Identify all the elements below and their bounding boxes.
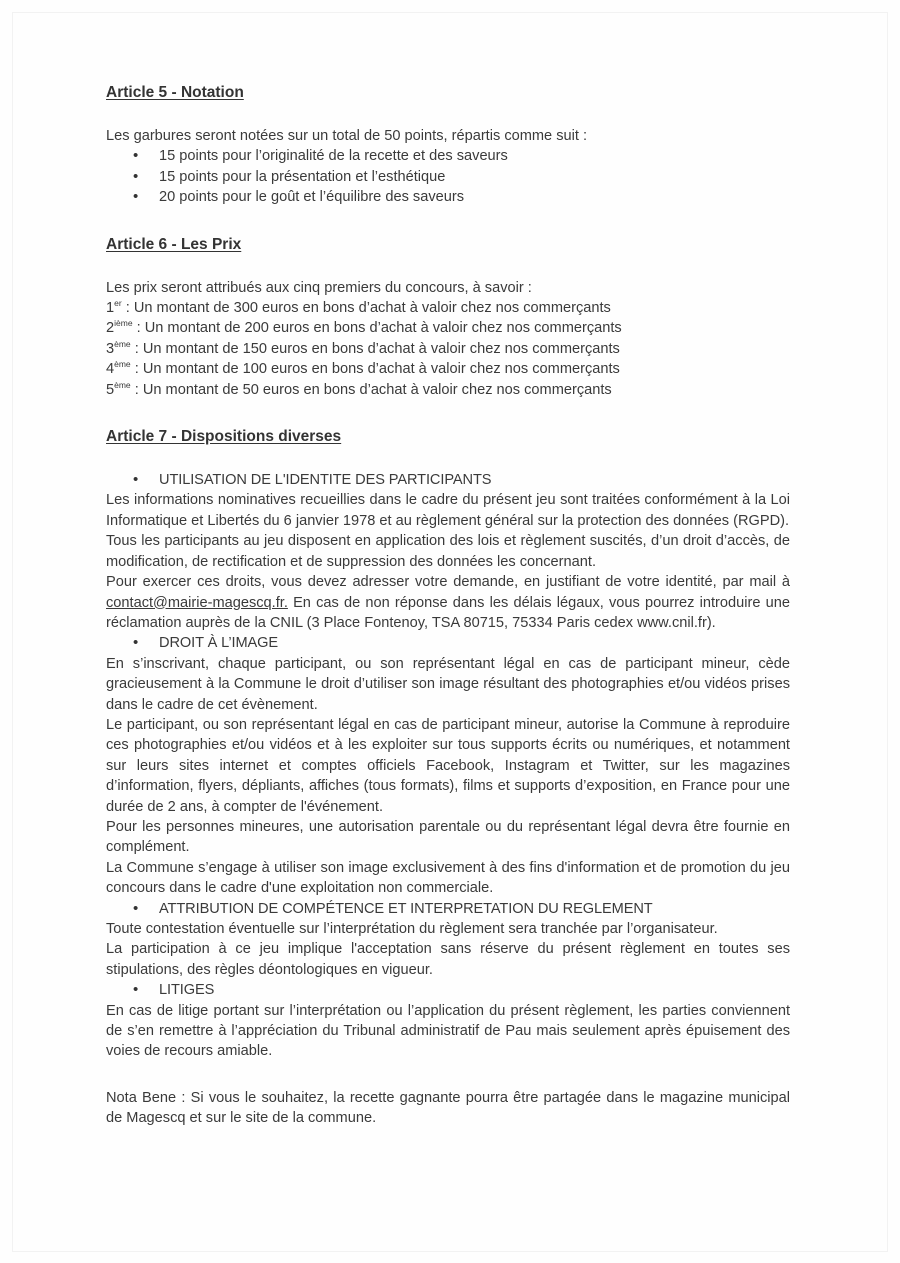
- article-5-intro: Les garbures seront notées sur un total de 50 points, répartis comme suit :: [106, 128, 588, 144]
- article-6: [106, 234, 790, 400]
- identite-paragraph-2: Tous les participants au jeu disposent en application des lois et règlement suscités, d’un droit d’accès, de modification, de rectification et de suppression des données les concernant.: [106, 533, 790, 570]
- prize-text: : Un montant de 150 euros en bons d’achat à valoir chez nos commerçants: [130, 340, 620, 357]
- article-7-heading: Article 7 - Dispositions diverses: [106, 428, 342, 446]
- prize-rank-suffix: er: [114, 298, 122, 309]
- competence-paragraph-2: La participation à ce jeu implique l'acceptation sans réserve du présent règlement en toutes ses stipulations, des règles déontologiques en vigueur.: [106, 941, 790, 978]
- article-5: [106, 82, 790, 208]
- scoring-item: • 20 points pour le goût et l’équilibre des saveurs: [106, 187, 790, 207]
- prize-text: : Un montant de 200 euros en bons d’achat à valoir chez nos commerçants: [132, 320, 622, 337]
- image-paragraph-3: Pour les personnes mineures, une autorisation parentale ou du représentant légal devra être fournie en complément.: [106, 818, 790, 856]
- prize-line: [106, 359, 790, 379]
- prize-rank-suffix: ème: [114, 379, 131, 390]
- section-image: [106, 633, 790, 653]
- image-paragraph-1: En s’inscrivant, chaque participant, ou son représentant légal en cas de participant mineur, cède gracieusement à la Commune le droit d’utiliser son image résultant des photographies et/ou vidéos prises dans le cadre de cet évènement.: [106, 655, 790, 713]
- prize-line: [106, 298, 790, 318]
- prize-rank: 4: [106, 361, 115, 378]
- prize-rank-suffix: ème: [114, 338, 131, 349]
- article-7: [106, 426, 790, 1062]
- contact-email-link[interactable]: contact@mairie-magescq.fr.: [106, 594, 288, 611]
- prize-text: : Un montant de 100 euros en bons d’achat à valoir chez nos commerçants: [130, 361, 620, 378]
- section-competence: [106, 899, 790, 919]
- competence-paragraph-1: Toute contestation éventuelle sur l’interprétation du règlement sera tranchée par l’organisateur.: [106, 921, 718, 937]
- prize-rank: 1: [106, 300, 115, 317]
- prize-line: [106, 339, 790, 359]
- prize-rank: 2: [106, 320, 115, 337]
- article-5-heading: Article 5 - Notation: [106, 84, 244, 101]
- prize-rank-suffix: ème: [114, 359, 131, 370]
- section-litiges: [106, 980, 790, 1000]
- identite-text: En cas de non réponse dans les délais légaux, vous pourrez introduire une réclamation auprès de la CNIL (3 Place Fontenoy, TSA 80715, 75334 Paris cedex www.cnil.fr).: [106, 594, 790, 631]
- litiges-paragraph-1: En cas de litige portant sur l’interprétation ou l’application du présent règlement, les parties conviennent de s’en remettre à l’appréciation du Tribunal administratif de Pau mais seulement après épuisement des voies de recours amiable.: [106, 1002, 790, 1060]
- document-content: [106, 82, 790, 1129]
- scoring-list: [106, 146, 790, 207]
- image-paragraph-2: Le participant, ou son représentant légal en cas de participant mineur, autorise la Commune à reproduire ces photographies et/ou vidéos et à les exploiter sur tous supports écrits ou numériques, et notamment sur leurs sites internet et comptes officiels Facebook, Instagram et Twitter, sur les magazines d’information, flyers, dépliants, affiches (tous formats), films et supports d’exposition, en France pour une durée de 2 ans, à compter de l'événement.: [106, 716, 790, 815]
- section-identite: [106, 470, 790, 490]
- scoring-item: • 15 points pour l’originalité de la recette et des saveurs: [106, 146, 790, 166]
- identite-paragraph-3: [106, 572, 790, 633]
- prize-line: [106, 380, 790, 400]
- scoring-item: • 15 points pour la présentation et l’esthétique: [106, 167, 790, 187]
- nota-bene: Nota Bene : Si vous le souhaitez, la recette gagnante pourra être partagée dans le magazine municipal de Magescq et sur le site de la commune.: [106, 1089, 790, 1127]
- prize-text: : Un montant de 300 euros en bons d’achat à valoir chez nos commerçants: [121, 300, 611, 317]
- prize-line: [106, 318, 790, 338]
- image-paragraph-4: La Commune s’engage à utiliser son image exclusivement à des fins d'information et de promotion du jeu concours dans le cadre d'une exploitation non commerciale.: [106, 859, 790, 897]
- identite-text: Pour exercer ces droits, vous devez adresser votre demande, en justifiant de votre identité, par mail à: [106, 574, 790, 591]
- section-title-image: • DROIT À L’IMAGE: [106, 633, 790, 653]
- prize-rank-suffix: ième: [114, 318, 133, 329]
- prize-rank: 3: [106, 340, 115, 357]
- prize-text: : Un montant de 50 euros en bons d’achat à valoir chez nos commerçants: [130, 381, 612, 398]
- section-title-litiges: • LITIGES: [106, 980, 790, 1000]
- prize-rank: 5: [106, 381, 115, 398]
- article-6-heading: Article 6 - Les Prix: [106, 235, 242, 253]
- article-6-intro: Les prix seront attribués aux cinq premiers du concours, à savoir :: [106, 279, 532, 296]
- section-title-identite: • UTILISATION DE L'IDENTITE DES PARTICIPANTS: [106, 470, 790, 490]
- section-title-competence: • ATTRIBUTION DE COMPÉTENCE ET INTERPRETATION DU REGLEMENT: [106, 899, 790, 919]
- identite-paragraph-1: Les informations nominatives recueillies dans le cadre du présent jeu sont traitées conformément à la Loi Informatique et Libertés du 6 janvier 1978 et au règlement général sur la protection des données (RGPD).: [106, 492, 790, 529]
